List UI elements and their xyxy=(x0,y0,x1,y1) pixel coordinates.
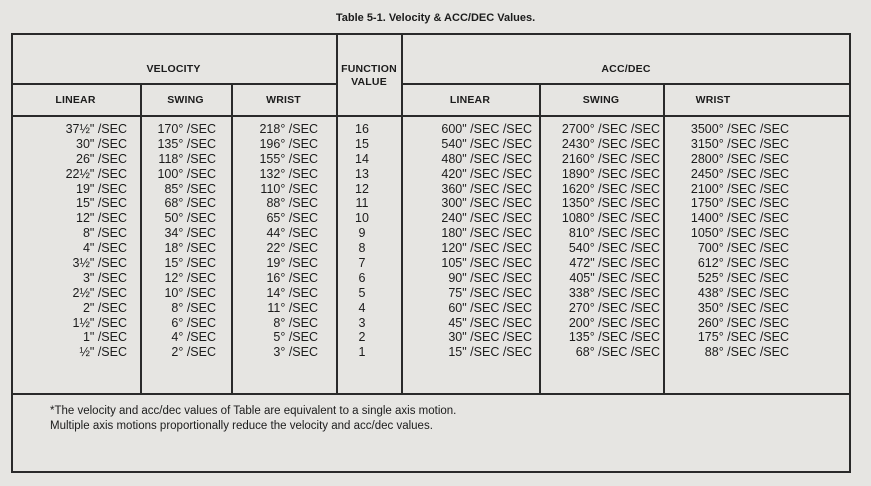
table-cell: 3 xyxy=(358,315,366,330)
table-cell: 1620° /SEC /SEC xyxy=(561,181,660,196)
table-cell: 1 xyxy=(358,345,366,360)
table-cell: 110° /SEC xyxy=(260,181,318,196)
table-cell: 600" /SEC /SEC xyxy=(441,122,532,136)
table-cell: 2 xyxy=(358,330,366,345)
column-vel-wrist xyxy=(240,122,318,360)
table-cell: 15 xyxy=(355,136,369,151)
table-cell: 12 xyxy=(355,181,369,196)
table-cell: 2° /SEC xyxy=(171,345,216,360)
footnote xyxy=(50,404,456,434)
table-cell: 338° /SEC /SEC xyxy=(568,285,660,300)
table-cell: 2100° /SEC /SEC xyxy=(690,181,789,196)
table-cell: 2700° /SEC /SEC xyxy=(561,122,660,136)
table-cell: 350° /SEC /SEC xyxy=(697,300,789,315)
table-cell: 4° /SEC xyxy=(171,330,216,345)
table-cell: 15" /SEC xyxy=(76,196,127,211)
table-cell: 1" /SEC xyxy=(82,330,127,345)
header-vel-swing: SWING xyxy=(167,94,204,106)
table-cell: 700° /SEC /SEC xyxy=(697,241,789,256)
table-cell: 30" /SEC xyxy=(76,136,127,151)
table-cell: 1890° /SEC /SEC xyxy=(561,166,660,181)
table-cell: 16° /SEC xyxy=(266,270,318,285)
col-divider-2 xyxy=(231,83,233,393)
body-bottom-rule xyxy=(11,393,851,395)
header-vel-linear: LINEAR xyxy=(55,94,96,106)
table-cell: 132° /SEC xyxy=(259,166,318,181)
footnote-line-1: *The velocity and acc/dec values of Table are equivalent to a single axis motion. xyxy=(50,405,457,417)
table-cell: 472" /SEC /SEC xyxy=(569,256,660,271)
table-cell: 3" /SEC xyxy=(82,270,127,285)
table-cell: 10° /SEC xyxy=(164,285,216,300)
table-cell: 16 xyxy=(355,122,369,136)
table-cell: 68° /SEC xyxy=(164,196,216,211)
table-cell: 2450° /SEC /SEC xyxy=(690,166,789,181)
table-cell: 11 xyxy=(355,196,369,211)
table-cell: 2" /SEC xyxy=(82,300,127,315)
table-cell: 175° /SEC /SEC xyxy=(697,330,789,345)
table-cell: 8" /SEC xyxy=(82,226,127,241)
table-cell: 1½" /SEC xyxy=(72,315,127,330)
header-bottom-rule xyxy=(11,115,851,117)
table-cell: 810° /SEC /SEC xyxy=(568,226,660,241)
table-cell: 50° /SEC xyxy=(164,211,216,226)
table-cell: 15" /SEC /SEC xyxy=(448,345,532,360)
table-cell: 6° /SEC xyxy=(171,315,216,330)
header-acc-linear: LINEAR xyxy=(449,94,491,106)
col-divider-1 xyxy=(140,83,142,393)
table-cell: 75" /SEC /SEC xyxy=(448,285,532,300)
column-acc-linear xyxy=(408,122,532,360)
table-cell: 270° /SEC /SEC xyxy=(568,300,660,315)
table-cell: 18° /SEC xyxy=(164,241,216,256)
header-accdec: ACC/DEC xyxy=(601,63,651,75)
table-cell: 34° /SEC xyxy=(164,226,216,241)
table-cell: 14 xyxy=(355,151,369,166)
table-cell: 360" /SEC /SEC xyxy=(441,181,532,196)
header-function-line1: FUNCTION xyxy=(341,63,397,75)
table-cell: 3150° /SEC /SEC xyxy=(690,136,789,151)
table-cell: 85° /SEC xyxy=(164,181,216,196)
table-cell: 13 xyxy=(355,166,369,181)
table-cell: 438° /SEC /SEC xyxy=(697,285,789,300)
table-cell: 612° /SEC /SEC xyxy=(697,256,789,271)
header-velocity: VELOCITY xyxy=(146,63,201,75)
col-divider-5 xyxy=(539,83,541,393)
table-cell: 90" /SEC /SEC xyxy=(448,270,532,285)
table-cell: 2½" /SEC xyxy=(72,285,127,300)
column-acc-wrist xyxy=(669,122,789,360)
column-function-value xyxy=(336,122,388,360)
table-cell: 12° /SEC xyxy=(164,270,216,285)
table-cell: 3½" /SEC xyxy=(72,256,127,271)
table-cell: 170° /SEC xyxy=(157,122,216,136)
column-acc-swing xyxy=(542,122,660,360)
table-cell: 196° /SEC xyxy=(259,136,318,151)
table-cell: 19° /SEC xyxy=(266,256,318,271)
table-cell: 88° /SEC xyxy=(266,196,318,211)
table-cell: 8° /SEC xyxy=(171,300,216,315)
header-vel-wrist: WRIST xyxy=(266,94,301,106)
header-divider-accdec xyxy=(401,83,851,85)
table-cell: 88° /SEC /SEC xyxy=(704,345,789,360)
table-cell: 180" /SEC /SEC xyxy=(441,226,532,241)
table-cell: 420" /SEC /SEC xyxy=(441,166,532,181)
table-cell: 4 xyxy=(358,300,366,315)
header-divider-velocity xyxy=(11,83,336,85)
table-cell: 60" /SEC /SEC xyxy=(448,300,532,315)
table-cell: ½" /SEC xyxy=(79,345,127,360)
table-cell: 260° /SEC /SEC xyxy=(697,315,789,330)
table-cell: 218° /SEC xyxy=(259,122,318,136)
table-cell: 10 xyxy=(355,211,369,226)
table-cell: 37½" /SEC xyxy=(65,122,127,136)
table-cell: 8° /SEC xyxy=(273,315,318,330)
table-cell: 540° /SEC /SEC xyxy=(568,241,660,256)
table-cell: 1050° /SEC /SEC xyxy=(690,226,789,241)
table-cell: 45" /SEC /SEC xyxy=(448,315,532,330)
table-cell: 7 xyxy=(358,256,366,271)
table-cell: 135° /SEC /SEC xyxy=(568,330,660,345)
table-cell: 6 xyxy=(358,270,366,285)
table-cell: 1080° /SEC /SEC xyxy=(561,211,660,226)
header-function-line2: VALUE xyxy=(351,76,387,88)
table-cell: 155° /SEC xyxy=(259,151,318,166)
table-cell: 12" /SEC xyxy=(76,211,127,226)
table-cell: 5° /SEC xyxy=(273,330,318,345)
table-cell: 1400° /SEC /SEC xyxy=(690,211,789,226)
table-cell: 5 xyxy=(358,285,366,300)
table-cell: 118° /SEC xyxy=(158,151,216,166)
footnote-line-2: Multiple axis motions proportionally reduce the velocity and acc/dec values. xyxy=(50,420,433,432)
table-cell: 65° /SEC xyxy=(266,211,318,226)
table-cell: 120" /SEC /SEC xyxy=(441,241,532,256)
table-cell: 105" /SEC /SEC xyxy=(441,256,532,271)
table-cell: 68° /SEC /SEC xyxy=(575,345,660,360)
table-cell: 540" /SEC /SEC xyxy=(441,136,532,151)
header-acc-wrist: WRIST xyxy=(695,94,731,106)
table-cell: 1750° /SEC /SEC xyxy=(690,196,789,211)
table-cell: 2800° /SEC /SEC xyxy=(690,151,789,166)
table-cell: 100° /SEC xyxy=(157,166,216,181)
table-cell: 200° /SEC /SEC xyxy=(568,315,660,330)
table-cell: 300" /SEC /SEC xyxy=(441,196,532,211)
table-cell: 240" /SEC /SEC xyxy=(441,211,532,226)
table-cell: 14° /SEC xyxy=(266,285,318,300)
table-cell: 405" /SEC /SEC xyxy=(569,270,660,285)
table-cell: 22° /SEC xyxy=(266,241,318,256)
table-cell: 8 xyxy=(358,241,366,256)
table-cell: 3500° /SEC /SEC xyxy=(690,122,789,136)
column-vel-linear xyxy=(20,122,127,360)
table-cell: 2430° /SEC /SEC xyxy=(561,136,660,151)
table-cell: 2160° /SEC /SEC xyxy=(561,151,660,166)
header-acc-swing: SWING xyxy=(582,94,620,106)
table-cell: 44° /SEC xyxy=(266,226,318,241)
table-title: Table 5-1. Velocity & ACC/DEC Values. xyxy=(335,12,536,24)
table-cell: 11° /SEC xyxy=(267,300,318,315)
table-cell: 9 xyxy=(358,226,366,241)
table-cell: 15° /SEC xyxy=(164,256,216,271)
table-cell: 3° /SEC xyxy=(273,345,318,360)
column-vel-swing xyxy=(146,122,216,360)
table-cell: 525° /SEC /SEC xyxy=(697,270,789,285)
table-cell: 1350° /SEC /SEC xyxy=(561,196,660,211)
col-divider-6 xyxy=(663,83,665,393)
table-cell: 4" /SEC xyxy=(82,241,127,256)
table-cell: 22½" /SEC xyxy=(65,166,127,181)
table-cell: 30" /SEC /SEC xyxy=(448,330,532,345)
table-cell: 19" /SEC xyxy=(76,181,127,196)
table-cell: 26" /SEC xyxy=(76,151,127,166)
table-cell: 480" /SEC /SEC xyxy=(441,151,532,166)
table-cell: 135° /SEC xyxy=(157,136,216,151)
